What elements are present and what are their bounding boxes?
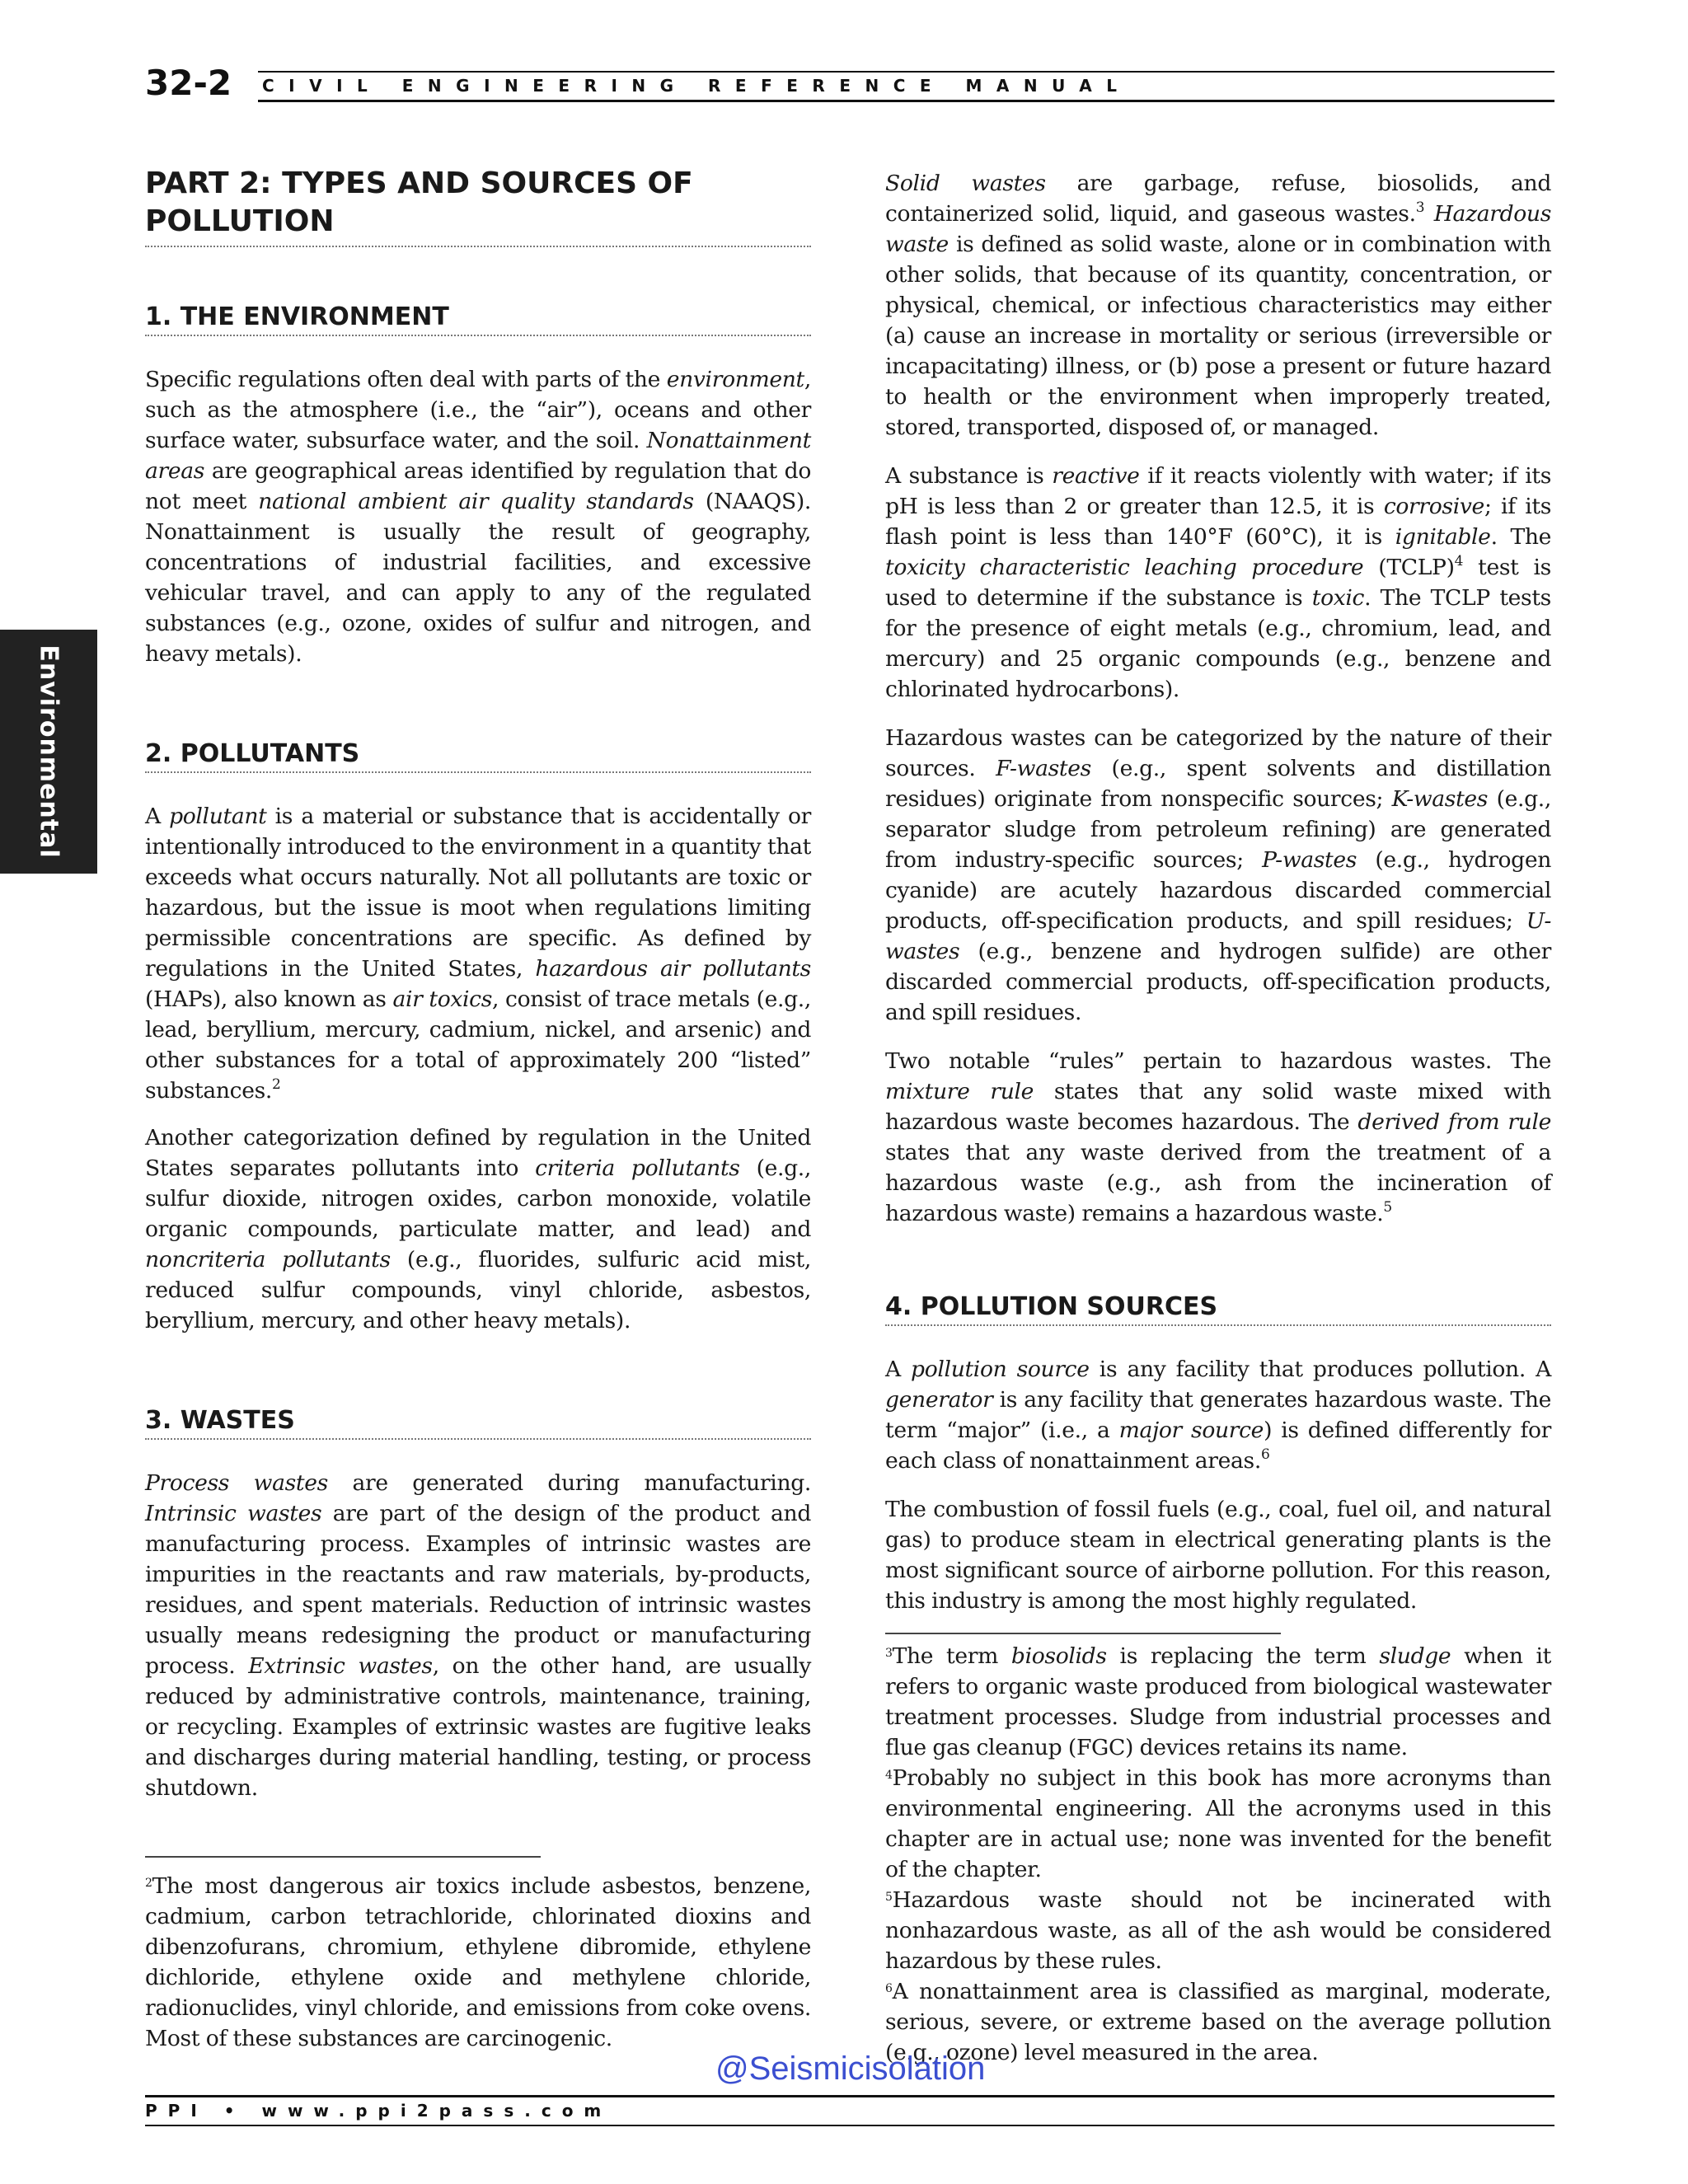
paragraph-pollutants-2: Another categorization defined by regulation in the United States separates pollutants into criteria pollutants (e.g., sulfur dioxide, nitrogen oxides, carbon monoxide, volatile organic compounds, particulate matter, and lead) and noncriteria pollutants (e.g., fluorides, sulfuric acid mist, reduced sulfur compounds, vinyl chloride, asbestos, beryllium, mercury, and other heavy metals). [145, 1125, 811, 1333]
manual-title: CIVIL ENGINEERING REFERENCE MANUAL [262, 76, 1132, 96]
footnote-rule-right [885, 1633, 1281, 1634]
paragraph-wastes-4: Hazardous wastes can be categorized by the nature of their sources. F-wastes (e.g., spent solvents and distillation residues) originate from nonspecific sources; K-wastes (e.g., separator sludge from petroleum refining) are generated from industry-specific sources; P-wastes (e.g., hydrogen cyanide) are acutely hazardous discarded commercial products, off-specification products, and spill residues; U-wastes (e.g., benzene and hydrogen sulfide) are other discarded commercial products, off-specification products, and spill residues. [885, 725, 1551, 1025]
footnote-2: $^2$The most dangerous air toxics include asbestos, benzene, cadmium, carbon tetrachloride, chlorinated dioxins and dibenzofurans, chromium, ethylene dibromide, ethylene dichloride, ethylene oxide and methylene chloride, radionuclides, vinyl chloride, and emissions from coke ovens. Most of these substances are carcinogenic. [145, 1873, 811, 2051]
paragraph-environment: Specific regulations often deal with parts of the environment, such as the atmosphere (i.e., the “air”), oceans and other surface water, subsurface water, and the soil. Nonattainment areas are geographical areas identified by regulation that do not meet national ambient air quality standards (NAAQS). Nonattainment is usually the result of geography, concentrations of industrial facilities, and excessive vehicular travel, and can apply to any of the regulated substances (e.g., ozone, oxides of sulfur and nitrogen, and heavy metals). [145, 367, 811, 667]
paragraph-sources-1: A pollution source is any facility that produces pollution. A generator is any facility that generates hazardous waste. The term “major” (i.e., a major source) is defined differently for each class of nonattainment areas.$^6$ [885, 1357, 1551, 1474]
section-heading-wastes: 3. WASTES [145, 1405, 811, 1440]
paragraph-sources-2: The combustion of fossil fuels (e.g., coal, fuel oil, and natural gas) to produce steam in electrical generating plants is the most significant source of airborne pollution. For this reason, this industry is among the most highly regulated. [885, 1497, 1551, 1614]
paragraph-pollutants-1: A pollutant is a material or substance that is accidentally or intentionally introduced to the environment in a quantity that exceeds what occurs naturally. Not all pollutants are toxic or hazardous, but the issue is moot when regulations limiting permissible concentrations are specific. As defined by regulations in the United States, hazardous air pollutants (HAPs), also known as air toxics, consist of trace metals (e.g., lead, beryllium, mercury, cadmium, nickel, and arsenic) and other substances for a total of approximately 200 “listed” substances.$^2$ [145, 804, 811, 1104]
footer-rule-top [145, 2095, 1554, 2097]
right-column [885, 168, 1551, 2068]
footnote-6: $^6$A nonattainment area is classified as marginal, moderate, serious, severe, or extreme based on the average pollution (e.g., ozone) level measured in the area. [885, 1979, 1551, 2065]
paragraph-wastes-5: Two notable “rules” pertain to hazardous wastes. The mixture rule states that any solid waste mixed with hazardous waste becomes hazardous. The derived from rule states that any waste derived from the treatment of a hazardous waste (e.g., ash from the incineration of hazardous waste) remains a hazardous waste.$^5$ [885, 1048, 1552, 1226]
footnote-5: $^5$Hazardous waste should not be incinerated with nonhazardous waste, as all of the ash would be considered hazardous by these rules. [885, 1887, 1551, 1974]
side-tab-label: Environmental [34, 644, 63, 859]
paragraph-wastes-1: Process wastes are generated during manufacturing. Intrinsic wastes are part of the design of the product and manufacturing process. Examples of intrinsic wastes are impurities in the reactants and raw materials, by-products, residues, and spent materials. Reduction of intrinsic wastes usually means redesigning the product or manufacturing process. Extrinsic wastes, on the other hand, are usually reduced by administrative controls, maintenance, training, or recycling. Examples of extrinsic wastes are fugitive leaks and discharges during material handling, testing, or process shutdown. [145, 1470, 811, 1801]
header-rule-top [258, 71, 1554, 73]
section-heading-pollutants: 2. POLLUTANTS [145, 738, 811, 773]
header-rule-bottom [258, 100, 1554, 102]
paragraph-wastes-2: Solid wastes are garbage, refuse, biosolids, and containerized solid, liquid, and gaseous wastes.$^3$ Hazardous waste is defined as solid waste, alone or in combination with other solids, that because of its quantity, concentration, or physical, chemical, or infectious characteristics may either (a) cause an increase in mortality or serious (irreversible or incapacitating) illness, or (b) pose a present or future hazard to health or the environment when improperly treated, stored, transported, disposed of, or managed. [885, 171, 1552, 440]
left-column [145, 165, 811, 2054]
footnote-3: $^3$The term biosolids is replacing the term sludge when it refers to organic waste produced from biological wastewater treatment processes. Sludge from industrial processes and flue gas cleanup (FGC) devices retains its name. [885, 1643, 1552, 1760]
part-title: PART 2: TYPES AND SOURCES OF POLLUTION [145, 165, 811, 247]
footnote-rule-left [145, 1856, 541, 1858]
footnote-4: $^4$Probably no subject in this book has more acronyms than environmental engineering. All the acronyms used in this chapter are in actual use; none was invented for the benefit of the chapter. [885, 1765, 1551, 1882]
side-tab [0, 630, 97, 874]
footer-text: PPI • www.ppi2pass.com [145, 2101, 612, 2121]
paragraph-wastes-3: A substance is reactive if it reacts violently with water; if its pH is less than 2 or greater than 12.5, it is corrosive; if its flash point is less than 140°F (60°C), it is ignitable. The toxicity characteristic leaching procedure (TCLP)$^4$ test is used to determine if the substance is toxic. The TCLP tests for the presence of eight metals (e.g., chromium, lead, and mercury) and 25 organic compounds (e.g., benzene and chlorinated hydrocarbons). [885, 463, 1551, 702]
footer-rule-bottom [145, 2125, 1554, 2126]
page-number: 32-2 [145, 63, 232, 103]
watermark: @Seismicisolation [715, 2050, 986, 2087]
section-heading-pollution-sources: 4. POLLUTION SOURCES [885, 1291, 1551, 1326]
section-heading-environment: 1. THE ENVIRONMENT [145, 302, 811, 336]
